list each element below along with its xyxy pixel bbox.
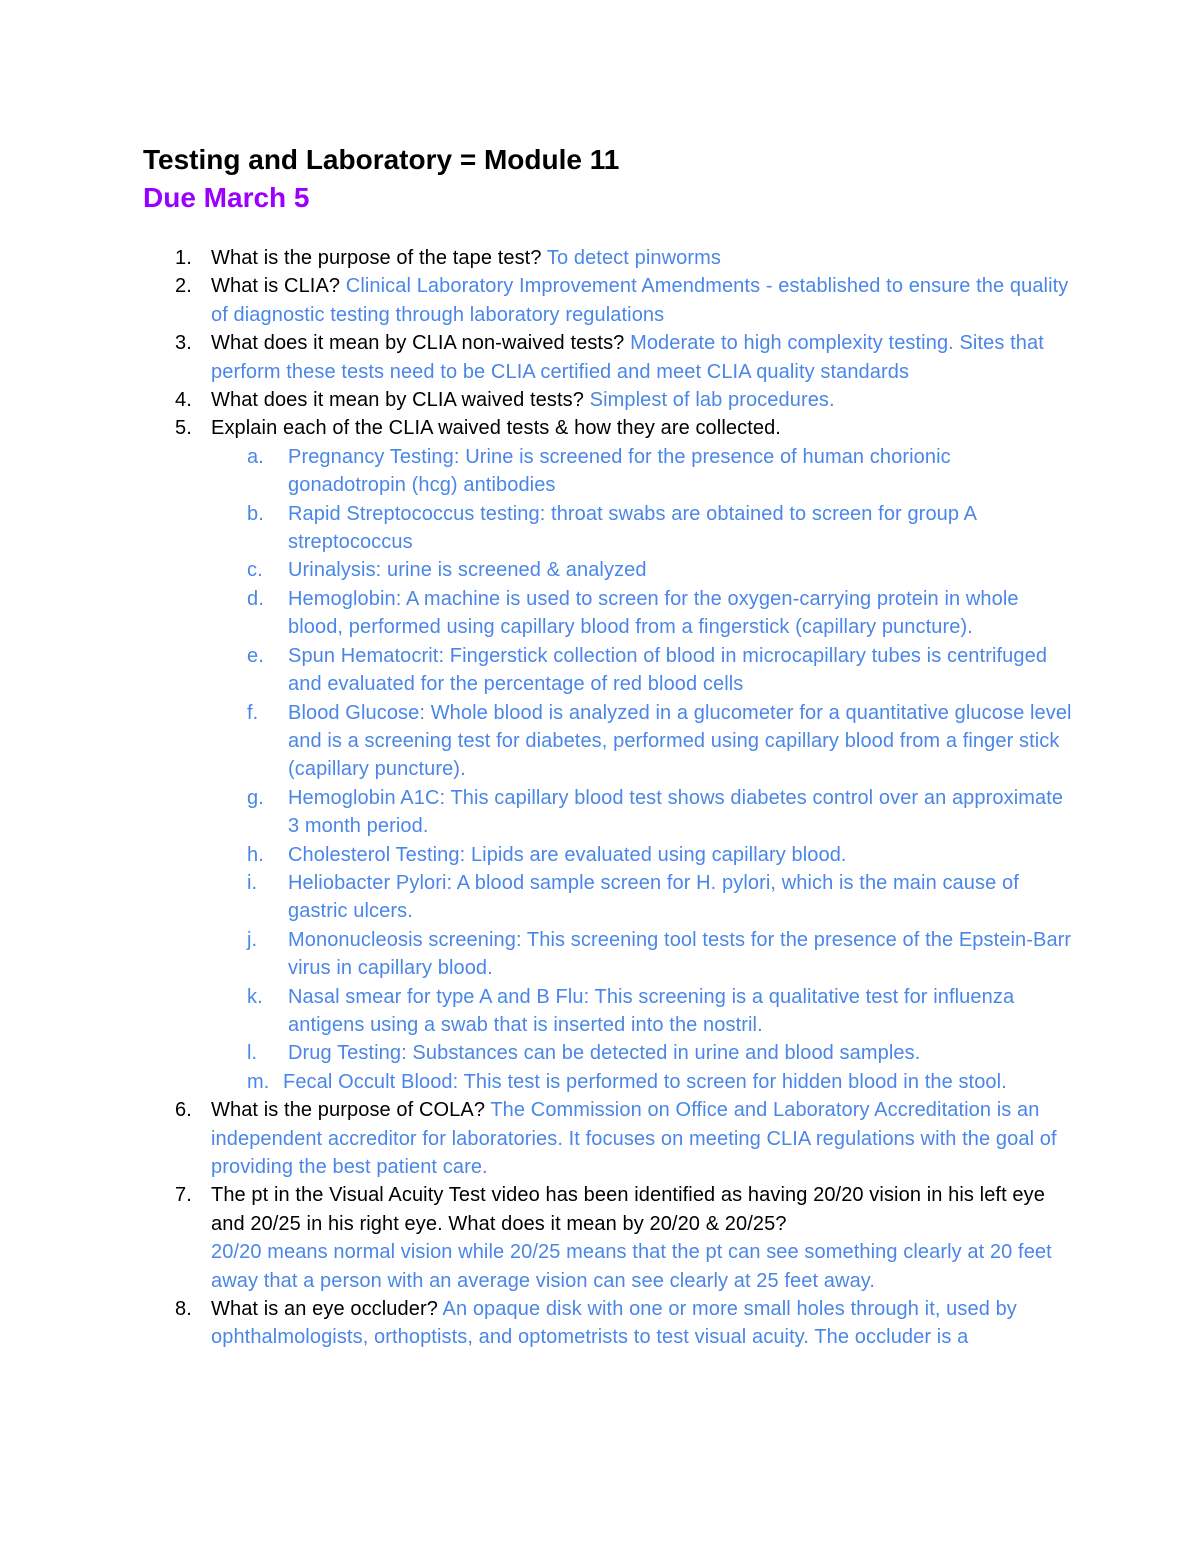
waived-test-item [0, 556, 1073, 584]
question-number: 2. [175, 275, 192, 298]
answer-text: The Commission on Office and Laboratory Accreditation is an independent accreditor for laboratories. It focuses on meeting CLIA regulations with the goal of providing the best patient care. [211, 1099, 1057, 1178]
question-number: 6. [175, 1099, 192, 1122]
question-text: What is the purpose of the tape test? [211, 247, 547, 269]
waived-test-item [0, 699, 1073, 784]
waived-test-item [0, 500, 1073, 557]
waived-test-text: Fecal Occult Blood: This test is performed to screen for hidden blood in the stool. [283, 1070, 1007, 1093]
waived-test-item [0, 784, 1073, 841]
waived-test-letter: h. [247, 843, 264, 866]
waived-test-letter: k. [247, 985, 263, 1008]
question-text: Explain each of the CLIA waived tests & how they are collected. [211, 417, 781, 440]
waived-test-item [0, 443, 1073, 500]
waived-test-item [0, 841, 1073, 869]
question-list [0, 244, 1200, 1352]
answer-text: 20/20 means normal vision while 20/25 means that the pt can see something clearly at 20 feet away that a person with an average vision can see clearly at 25 feet away. [211, 1241, 1052, 1292]
question-text: What does it mean by CLIA non-waived tests? [211, 332, 631, 355]
waived-test-letter: a. [247, 445, 264, 468]
waived-test-letter: f. [247, 701, 259, 724]
question-text: What is CLIA? [211, 275, 346, 298]
answer-text: Simplest of lab procedures. [589, 389, 835, 412]
question-item [0, 1096, 1071, 1181]
waived-test-letter: g. [247, 786, 264, 809]
waived-test-text: Nasal smear for type A and B Flu: This screening is a qualitative test for influenza antigens using a swab that is inserted into the nostril. [288, 985, 1015, 1036]
question-item [0, 386, 1071, 414]
waived-test-text: Urinalysis: urine is screened & analyzed [288, 559, 647, 582]
question-item [0, 1181, 1071, 1295]
question-item [0, 414, 1071, 442]
waived-test-letter: c. [247, 559, 263, 582]
waived-test-item [0, 869, 1073, 926]
waived-test-letter: i. [247, 871, 258, 894]
question-text: What is the purpose of COLA? [211, 1099, 491, 1122]
waived-test-text: Pregnancy Testing: Urine is screened for the presence of human chorionic gonadotropin (hcg) antibodies [288, 445, 951, 497]
waived-test-letter: m. [247, 1070, 270, 1093]
waived-test-item [0, 1039, 1073, 1067]
question-item [0, 244, 1071, 272]
question-item [0, 329, 1071, 386]
question-number: 8. [175, 1298, 192, 1321]
question-text: What does it mean by CLIA waived tests? [211, 389, 590, 412]
waived-test-letter: d. [247, 587, 264, 610]
question-number: 4. [175, 389, 192, 412]
waived-test-item [0, 1068, 1073, 1096]
waived-test-letter: b. [247, 502, 264, 525]
waived-test-text: Hemoglobin: A machine is used to screen for the oxygen-carrying protein in whole blood, performed using capillary blood from a fingerstick (capillary puncture). [288, 587, 1019, 639]
question-number: 5. [175, 417, 192, 440]
answer-text: An opaque disk with one or more small holes through it, used by ophthalmologists, orthoptists, and optometrists to test visual acuity. The occluder is a [211, 1298, 1017, 1349]
due-date: Due March 5 [143, 182, 310, 213]
waived-test-text: Cholesterol Testing: Lipids are evaluated using capillary blood. [288, 843, 847, 866]
waived-test-text: Mononucleosis screening: This screening tool tests for the presence of the Epstein-Barr virus in capillary blood. [288, 928, 1072, 980]
question-item [0, 272, 1071, 329]
question-number: 3. [175, 332, 192, 355]
waived-test-text: Drug Testing: Substances can be detected in urine and blood samples. [288, 1042, 921, 1065]
question-text: The pt in the Visual Acuity Test video has been identified as having 20/20 vision in his left eye and 20/25 in his right eye. What does it mean by 20/20 & 20/25? [211, 1184, 1045, 1235]
waived-test-item [0, 585, 1073, 642]
waived-test-letter: l. [247, 1042, 258, 1065]
waived-test-text: Heliobacter Pylori: A blood sample screen for H. pylori, which is the main cause of gastric ulcers. [288, 871, 1019, 923]
answer-text: Clinical Laboratory Improvement Amendments - established to ensure the quality of diagnostic testing through laboratory regulations [211, 275, 1069, 326]
question-number: 7. [175, 1184, 192, 1207]
waived-test-item [0, 642, 1073, 699]
waived-test-text: Hemoglobin A1C: This capillary blood test shows diabetes control over an approximate 3 month period. [288, 786, 1064, 838]
waived-test-text: Blood Glucose: Whole blood is analyzed in a glucometer for a quantitative glucose level and is a screening test for diabetes, performed using capillary blood from a finger stick (capillary puncture). [288, 701, 1072, 781]
document-title: Testing and Laboratory = Module 11 [143, 144, 620, 175]
waived-test-text: Spun Hematocrit: Fingerstick collection of blood in microcapillary tubes is centrifuged and evaluated for the percentage of red blood cells [288, 644, 1048, 696]
waived-test-text: Rapid Streptococcus testing: throat swabs are obtained to screen for group A streptococcus [288, 502, 976, 554]
answer-text: To detect pinworms [546, 247, 721, 269]
question-item [0, 1295, 1071, 1352]
question-text: What is an eye occluder? [211, 1298, 443, 1321]
waived-test-item [0, 983, 1073, 1040]
waived-test-letter: e. [247, 644, 264, 667]
waived-test-letter: j. [247, 928, 258, 951]
answer-text: Moderate to high complexity testing. Sites that perform these tests need to be CLIA certified and meet CLIA quality standards [211, 332, 1044, 383]
waived-test-item [0, 926, 1073, 983]
question-number: 1. [175, 247, 192, 269]
